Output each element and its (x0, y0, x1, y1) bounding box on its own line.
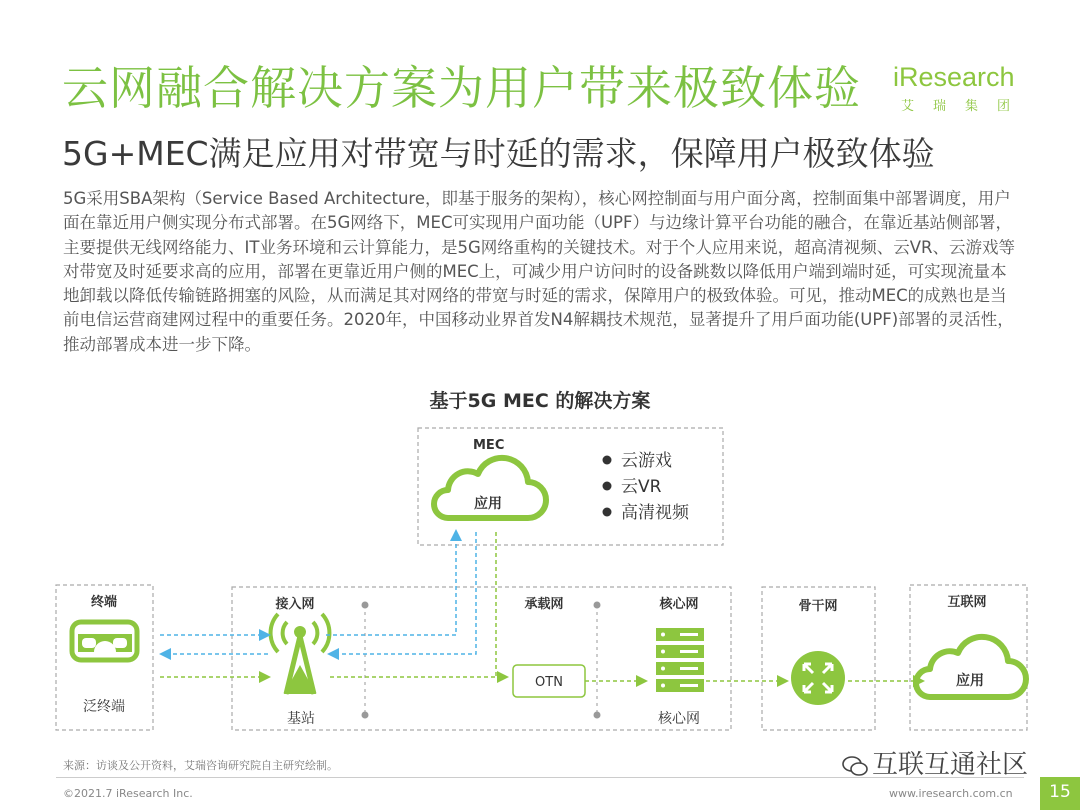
page-subtitle: 5G+MEC满足应用对带宽与时延的需求，保障用户极致体验 (62, 134, 935, 173)
logo-wordmark: iResearch (893, 62, 1015, 92)
bullet-icon (603, 456, 612, 465)
internet-box (910, 585, 1027, 730)
network-box (232, 587, 731, 730)
mec-app-item: 高清视频 (621, 503, 689, 523)
bullet-icon (603, 482, 612, 491)
router-icon (791, 651, 845, 705)
source-note: 来源：访谈及公开资料，艾瑞咨询研究院自主研究绘制。 (63, 759, 338, 772)
base-station-tower-icon (271, 614, 330, 694)
mec-up-arrow (326, 532, 456, 635)
terminal-box (56, 585, 153, 730)
terminal-title: 终端 (90, 595, 118, 610)
diagram-title: 基于5G MEC 的解决方案 (429, 390, 651, 412)
vr-headset-icon (72, 622, 137, 660)
copyright: ©2021.7 iResearch Inc. (63, 787, 193, 800)
mec-app-item: 云VR (621, 477, 662, 497)
backbone-title: 骨干网 (798, 599, 838, 614)
core-title: 核心网 (659, 597, 699, 612)
wechat-icon (842, 755, 868, 777)
bearer-title: 承载网 (524, 597, 564, 612)
internet-title: 互联网 (947, 595, 987, 610)
page-number: 15 (1040, 777, 1080, 810)
page-title: 云网融合解决方案为用户带来极致体验 (62, 61, 861, 115)
mec-app-item: 云游戏 (621, 451, 672, 471)
footer-url: www.iresearch.com.cn (889, 787, 1013, 800)
logo-cn-text: 艾瑞集团 (901, 99, 1030, 114)
server-stack-icon (656, 628, 704, 692)
access-caption: 基站 (287, 711, 315, 727)
access-title: 接入网 (275, 597, 315, 612)
mec-label: MEC (473, 438, 505, 453)
otn-label: OTN (535, 675, 563, 690)
body-paragraph: 5G采用SBA架构（Service Based Architecture，即基于服务的架构），核心网控制面与用户面分离，控制面集中部署调度，用户面在靠近用户侧实现分布式部署。在5G网络下，MEC可实现用户面功能（UPF）与边缘计算平台功能的融合，在靠近基站侧部署，主要提供无线网络能力、IT业务环境和云计算能力，是5G网络重构的关键技术。对于个人应用来说，超高清视频、云VR、云游戏等对带宽及时延要求高的应用，部署在更靠近用户侧的MEC上，可减少用户访问时的设备跳数以降低用户端到端时延，可实现流量本地卸载以降低传输链路拥塞的风险，从而满足其对网络的带宽与时延的需求，保障用户的极致体验。可见，推动MEC的成熟也是当前电信运营商建网过程中的重要任务。2020年，中国移动业界首发N4解耦技术规范，显著提升了用戶面功能(UPF)部署的灵活性，推动部署成本进一步下降。 (63, 189, 1015, 354)
watermark-text: 互联互通社区 (872, 750, 1029, 780)
bullet-icon (603, 508, 612, 517)
mec-box (418, 428, 723, 545)
core-caption: 核心网 (658, 711, 700, 727)
terminal-caption: 泛终端 (83, 699, 125, 715)
backbone-box (762, 587, 875, 730)
mec-cloud-label: 应用 (474, 496, 502, 512)
internet-cloud-label: 应用 (956, 673, 984, 689)
watermark (842, 744, 1028, 781)
